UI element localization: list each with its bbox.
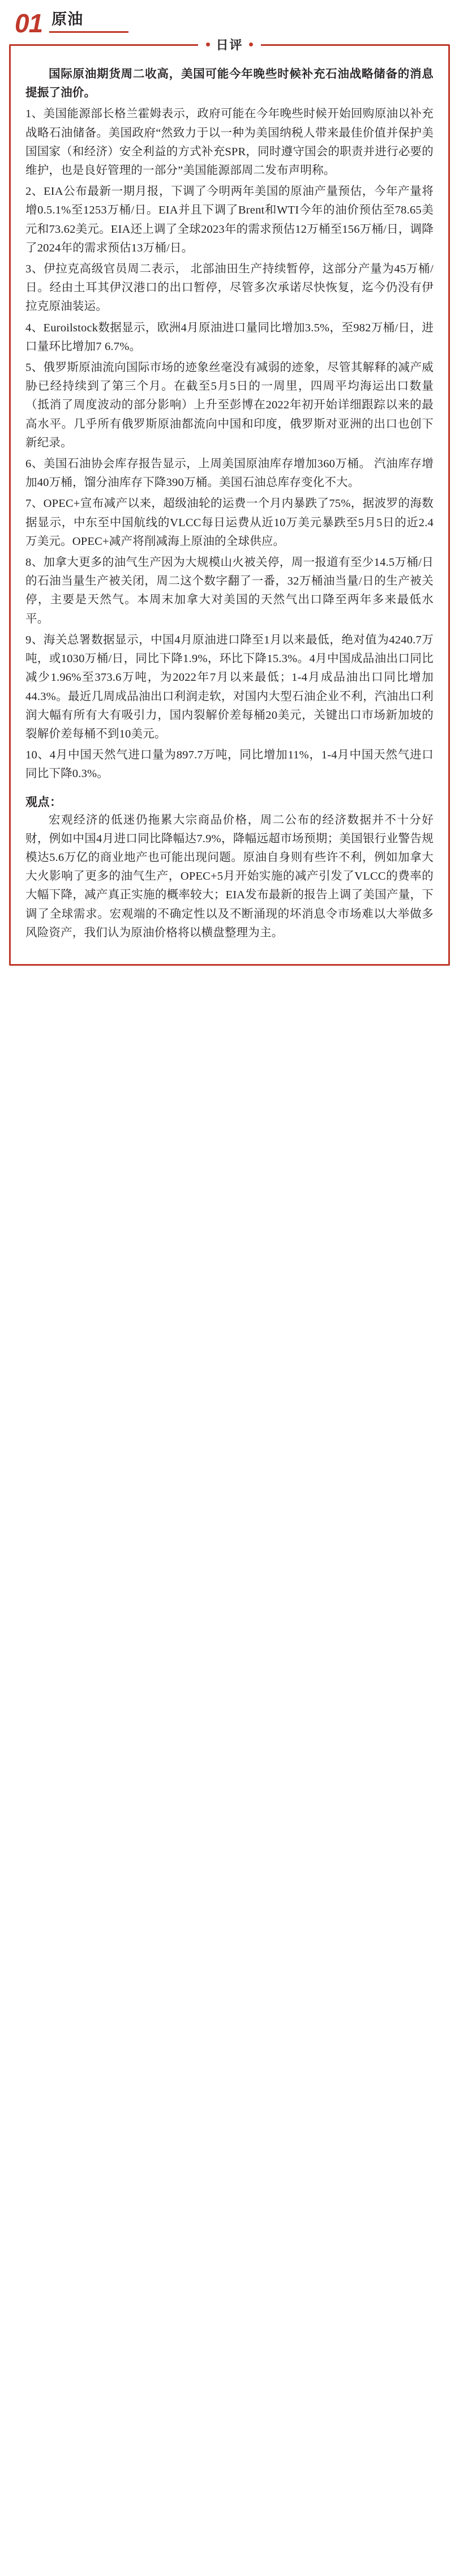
page-header [0,0,459,44]
body-item-3: 3、伊拉克高级官员周二表示， 北部油田生产持续暂停，这部分产量为45万桶/日。经由土耳其伊汉港口的出口暂停，尽管多次承诺尽快恢复，迄今仍没有伊拉克原油装运。 [25,263,434,313]
body-item-2: 2、EIA公布最新一期月报，下调了今明两年美国的原油产量预估，今年产量将增0.5.1%至1253万桶/日。EIA并且下调了Brent和WTI今年的油价预估至78.65美元和73.62美元。EIA还上调了全球2023年的需求预估12万桶至156万桶/日，调降了2024年的需求预估13万桶/日。 [25,185,434,254]
body-item-8: 8、加拿大更多的油气生产因为大规模山火被关停，周一报道有至少14.5万桶/日的石油当量生产被关闭，周二这个数字翻了一番，32万桶油当量/日的生产被关停，主要是天然气。本周末加拿大对美国的天然气出口降至两年多来最低水平。 [25,556,434,625]
body-item-1: 1、美国能源部长格兰霍姆表示，政府可能在今年晚些时候开始回购原油以补充战略石油储备。美国政府“然致力于以一种为美国纳税人带来最佳价值并保护美国国家（和经济）安全利益的方式补充SPR，同时遵守国会的职责并进行必要的维护，也是良好管理的一部分”美国能源部周二发布声明称。 [25,108,434,177]
page-title: 原油 [52,11,84,28]
viewpoint-title: 观点： [25,795,62,809]
badge-label: 日评 [216,38,243,52]
content-frame [9,38,450,966]
title-underline [49,31,128,33]
viewpoint-paragraph: 宏观经济的低迷仍拖累大宗商品价格，周二公布的经济数据并不十分好财，例如中国4月进口同比降幅达7.9%，降幅远超市场预期；美国银行业警告规模达5.6万亿的商业地产也可能出现问题。原油自身则有些许不利，例如加拿大大火影响了更多的油气生产，OPEC+5月开始实施的减产引发了VLCC的费率的大幅下降，减产真正实施的概率较大；EIA发布最新的报告上调了美国产量，下调了全球需求。宏观端的不确定性以及不断涌现的坏消息令市场难以大举做多风险资产，我们认为原油价格将以横盘整理为主。 [25,813,434,939]
body-item-4: 4、Euroilstock数据显示，欧洲4月原油进口量同比增加3.5%，至982万桶/日，进口量环比增加7 6.7%。 [25,321,434,353]
section-number: 01 [15,8,43,38]
body-item-6: 6、美国石油协会库存报告显示，上周美国原油库存增加360万桶。 汽油库存增加40万桶，馏分油库存下降390万桶。美国石油总库存变化不大。 [25,458,434,489]
body-item-5: 5、俄罗斯原油流向国际市场的迹象丝毫没有减弱的迹象，尽管其解释的减产威胁已经持续到了第三个月。在截至5月5日的一周里，四周平均海运出口数量（抵消了周度波动的部分影响）上升至彭博在2022年初开始详细跟踪以来的最高水平。几乎所有俄罗斯原油都流向中国和印度，俄罗斯对亚洲的出口也创下新纪录。 [25,361,434,449]
document-page [0,0,459,988]
body-item-9: 9、海关总署数据显示，中国4月原油进口降至1月以来最低，绝对值为4240.7万吨，或1030万桶/日，同比下降1.9%，环比下降15.3%。4月中国成品油出口同比减少1.96%至373.6万吨，为2022年7月以来最低；1-4月成品油出口同比增加44.3%。最近几周成品油出口利润走软，对国内大型石油企业不利，汽油出口利润大幅有所有大有吸引力，国内裂解价差每桶20美元，关键出口市场新加坡的裂解价差每桶不到10美元。 [25,633,434,740]
body-item-10: 10、4月中国天然气进口量为897.7万吨，同比增加11%，1-4月中国天然气进口同比下降0.3%。 [25,749,434,781]
lead-paragraph: 国际原油期货周二收高，美国可能今年晚些时候补充石油战略储备的消息提振了油价。 [25,68,434,100]
body-item-7: 7、OPEC+宣布减产以来，超级油轮的运费一个月内暴跌了75%，据波罗的海数据显示，中东至中国航线的VLCC每日运费从近10万美元暴跌至5月5日的近2.4万美元。OPEC+减产将削减海上原油的全球供应。 [25,497,434,548]
page-title-wrap [49,10,91,32]
